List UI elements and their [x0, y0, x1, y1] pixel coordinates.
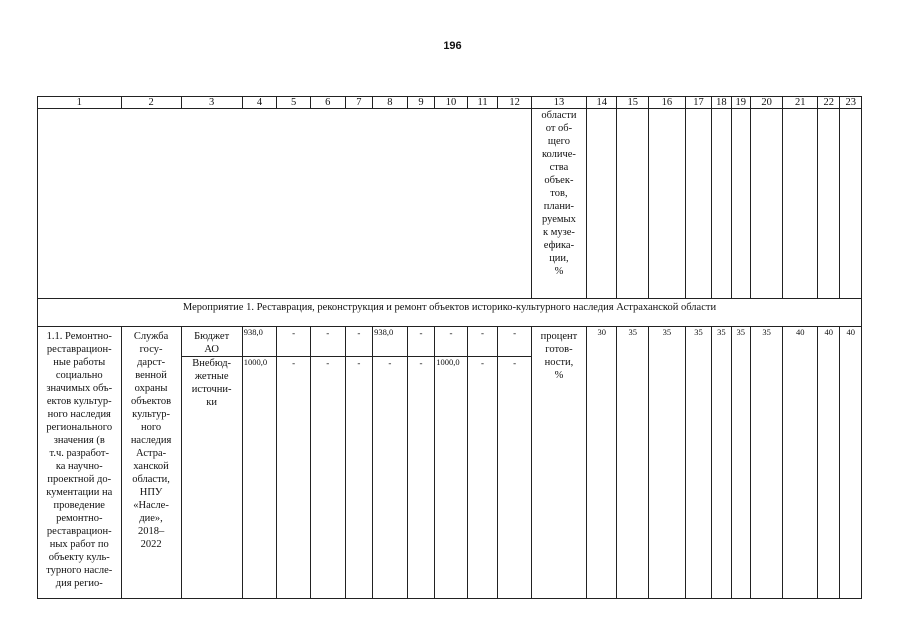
- col-header: 4: [242, 97, 277, 109]
- col-header: 23: [840, 97, 862, 109]
- item-name: 1.1. Ремонтно- реставрацион- ные работы социально значимых объ- ектов культур- ного наследия регионального значения (в т.ч. разработ- ка научно- проектной до- кументации на проведение ремонтно- реставрацион- ных работ по объекту куль- турного насле- дия регио-: [38, 327, 122, 599]
- col-header: 5: [277, 97, 311, 109]
- funding-value: -: [467, 357, 498, 599]
- funding-value: -: [467, 327, 498, 357]
- page-number: 196: [443, 40, 462, 52]
- col-header: 7: [345, 97, 373, 109]
- activity-title: Мероприятие 1. Реставрация, реконструкция и ремонт объектов историко-культурного наследия Астраханской области: [38, 299, 862, 327]
- activity-row: [38, 299, 862, 327]
- col-header: 19: [731, 97, 750, 109]
- item-row-budget: [38, 327, 862, 357]
- funding-value: -: [345, 357, 373, 599]
- col-header: 1: [38, 97, 122, 109]
- indicator-name: процент готов- ности, %: [531, 327, 586, 599]
- continuation-empty: [38, 109, 532, 299]
- funding-value: -: [373, 357, 408, 599]
- col-header: 13: [531, 97, 586, 109]
- funding-value: -: [345, 327, 373, 357]
- col-header: 9: [407, 97, 435, 109]
- column-number-row: [38, 97, 862, 109]
- col-header: 15: [617, 97, 649, 109]
- funding-value: -: [407, 327, 435, 357]
- indicator-value: 35: [712, 327, 731, 599]
- funding-value: 1000,0: [242, 357, 277, 599]
- col-header: 20: [750, 97, 783, 109]
- funding-value: -: [277, 327, 311, 357]
- funding-source: Внебюд- жетные источни- ки: [181, 357, 242, 599]
- indicator-name-continued: области от об- щего количе- ства объек- тов, плани- руемых к музе- ефика- ции, %: [531, 109, 586, 299]
- col-header: 18: [712, 97, 731, 109]
- indicator-value: 35: [731, 327, 750, 599]
- col-header: 10: [435, 97, 468, 109]
- indicator-value: 35: [750, 327, 783, 599]
- funding-value: -: [435, 327, 468, 357]
- funding-value: -: [407, 357, 435, 599]
- funding-value: -: [277, 357, 311, 599]
- col-header: 2: [121, 97, 181, 109]
- funding-value: 938,0: [373, 327, 408, 357]
- col-header: 17: [685, 97, 711, 109]
- indicator-value: 35: [617, 327, 649, 599]
- col-header: 21: [783, 97, 818, 109]
- indicator-value: 30: [586, 327, 617, 599]
- col-header: 11: [467, 97, 498, 109]
- col-header: 3: [181, 97, 242, 109]
- funding-value: 938,0: [242, 327, 277, 357]
- funding-value: -: [498, 327, 532, 357]
- col-header: 8: [373, 97, 408, 109]
- indicator-value: 35: [685, 327, 711, 599]
- col-header: 14: [586, 97, 617, 109]
- col-header: 16: [649, 97, 686, 109]
- indicator-value: 40: [783, 327, 818, 599]
- col-header: 22: [818, 97, 840, 109]
- funding-value: -: [310, 327, 345, 357]
- indicator-value: 40: [840, 327, 862, 599]
- col-header: 12: [498, 97, 532, 109]
- funding-value: 1000,0: [435, 357, 468, 599]
- indicator-value: 35: [649, 327, 686, 599]
- item-executor: Служба госу- дарст- венной охраны объектов культур- ного наследия Астра- ханской области, НПУ «Насле- дие», 2018– 2022: [121, 327, 181, 599]
- funding-source: Бюджет АО: [181, 327, 242, 357]
- continuation-row: [38, 109, 862, 299]
- col-header: 6: [310, 97, 345, 109]
- indicator-value: 40: [818, 327, 840, 599]
- program-table: [37, 96, 862, 599]
- funding-value: -: [498, 357, 532, 599]
- funding-value: -: [310, 357, 345, 599]
